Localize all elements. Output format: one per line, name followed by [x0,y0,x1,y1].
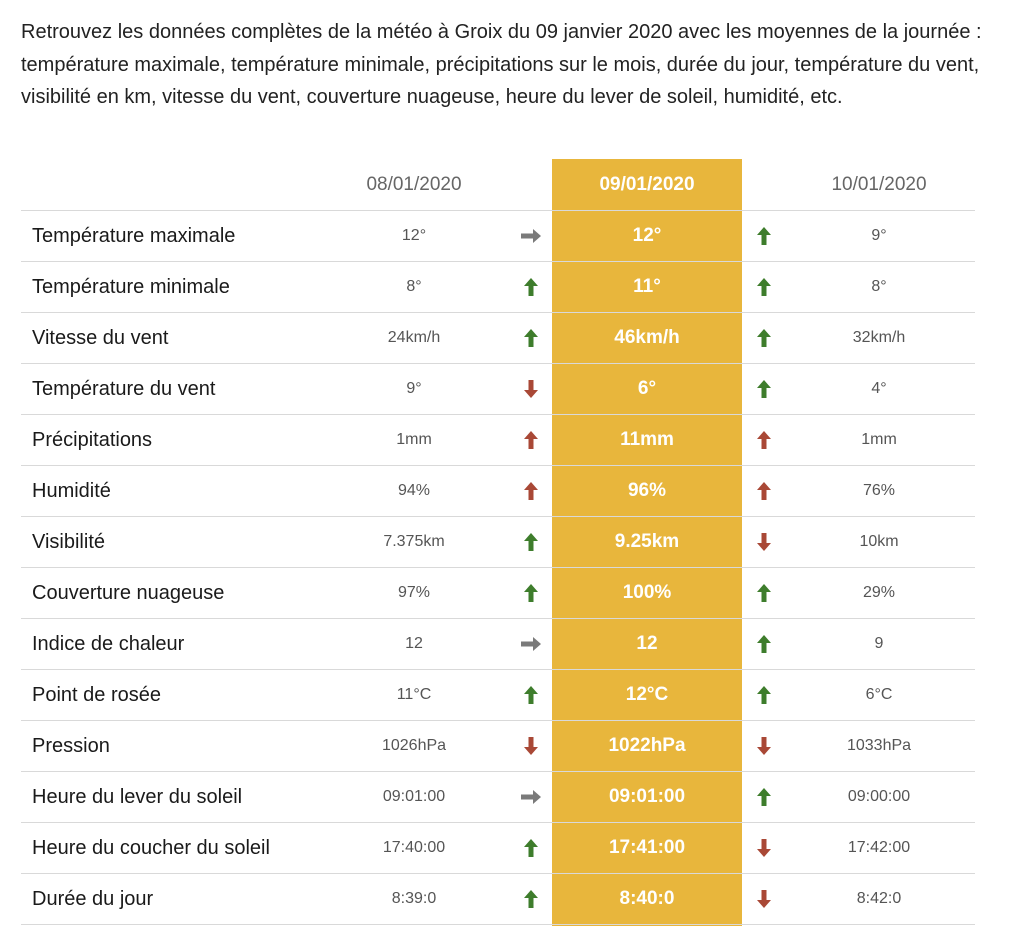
previous-value: 94% [397,482,431,499]
arrow-up-icon [751,568,777,618]
previous-value: 7.375km [383,533,445,550]
current-value: 96% [627,480,667,501]
arrow-down-icon [751,517,777,567]
arrow-right-icon [518,211,544,261]
previous-value: 8° [406,278,422,295]
previous-value: 24km/h [387,329,441,346]
current-value: 6° [637,378,657,399]
current-value: 9.25km [614,531,680,552]
previous-value: 12 [405,635,423,652]
arrow-down-icon [518,364,544,414]
arrow-up-icon [518,568,544,618]
next-value: 9 [874,635,884,652]
table-row [21,517,975,568]
row-label: Température du vent [32,377,216,400]
row-label: Durée du jour [32,887,154,910]
row-label: Indice de chaleur [32,632,185,655]
intro-paragraph: Retrouvez les données complètes de la météo à Groix du 09 janvier 2020 avec les moyennes de la journée : température maximale, température minimale, précipitations sur le mois, durée du jour, température du vent, visibilité en km, vitesse du vent, couverture nuageuse, heure du lever de soleil, humidité, etc. [21,21,982,108]
next-value: 10km [859,533,899,550]
next-value: 8:42:0 [856,890,902,907]
arrow-right-icon [518,772,544,822]
arrow-down-icon [751,874,777,924]
row-label: Vitesse du vent [32,326,169,349]
next-value: 1mm [861,431,897,448]
arrow-up-icon [751,364,777,414]
next-value: 6°C [865,686,893,703]
row-label: Visibilité [32,530,105,553]
arrow-down-icon [751,721,777,771]
current-value: 100% [622,582,672,603]
previous-value: 09:01:00 [382,788,446,805]
table-row [21,364,975,415]
arrow-up-icon [518,262,544,312]
table-row [21,211,975,262]
next-value: 9° [871,227,887,244]
previous-value: 97% [397,584,431,601]
arrow-up-icon [518,874,544,924]
current-value: 8:40:0 [619,888,675,909]
current-value: 11° [633,276,661,297]
current-value: 1022hPa [608,735,686,756]
next-value: 8° [871,278,887,295]
arrow-up-icon [751,772,777,822]
next-value: 17:42:00 [847,839,911,856]
table-row [21,772,975,823]
table-row [21,721,975,772]
next-value: 32km/h [852,329,906,346]
table-row [21,262,975,313]
arrow-up-icon [518,517,544,567]
current-value: 46km/h [614,327,680,348]
table-row [21,568,975,619]
current-value: 12 [636,633,658,654]
row-label: Température maximale [32,224,236,247]
header-next-date: 10/01/2020 [831,173,927,195]
row-label: Précipitations [32,428,153,451]
row-label: Heure du coucher du soleil [32,836,270,859]
header-previous-date: 08/01/2020 [366,173,462,195]
arrow-right-icon [518,619,544,669]
next-value: 4° [871,380,887,397]
next-value: 09:00:00 [847,788,911,805]
previous-value: 12° [401,227,427,244]
table-row [21,619,975,670]
next-value: 1033hPa [846,737,912,754]
weather-comparison-table [21,159,975,925]
row-label: Couverture nuageuse [32,581,225,604]
row-label: Point de rosée [32,683,161,706]
row-label: Humidité [32,479,111,502]
table-row [21,415,975,466]
current-value: 11mm [620,429,674,450]
previous-value: 1026hPa [381,737,447,754]
table-row [21,313,975,364]
previous-value: 9° [406,380,422,397]
table-body [21,211,975,925]
row-label: Température minimale [32,275,230,298]
arrow-up-icon [518,466,544,516]
arrow-up-icon [751,415,777,465]
arrow-up-icon [518,415,544,465]
arrow-up-icon [518,823,544,873]
previous-value: 1mm [396,431,432,448]
arrow-up-icon [518,313,544,363]
table-row [21,823,975,874]
row-label: Heure du lever du soleil [32,785,243,808]
arrow-up-icon [751,619,777,669]
table-header-row [21,159,975,211]
arrow-up-icon [751,211,777,261]
arrow-up-icon [751,466,777,516]
header-current-date: 09/01/2020 [599,173,695,195]
arrow-up-icon [751,262,777,312]
arrow-down-icon [751,823,777,873]
current-value: 09:01:00 [608,786,686,807]
next-value: 29% [862,584,896,601]
table-row [21,670,975,721]
arrow-down-icon [518,721,544,771]
arrow-up-icon [751,670,777,720]
previous-value: 8:39:0 [391,890,437,907]
arrow-up-icon [518,670,544,720]
current-value: 12° [632,225,662,246]
row-label: Pression [32,734,110,757]
current-value: 12°C [625,684,669,705]
current-value: 17:41:00 [608,837,686,858]
table-row [21,874,975,925]
previous-value: 11°C [396,686,432,703]
previous-value: 17:40:00 [382,839,446,856]
next-value: 76% [862,482,896,499]
arrow-up-icon [751,313,777,363]
table-row [21,466,975,517]
